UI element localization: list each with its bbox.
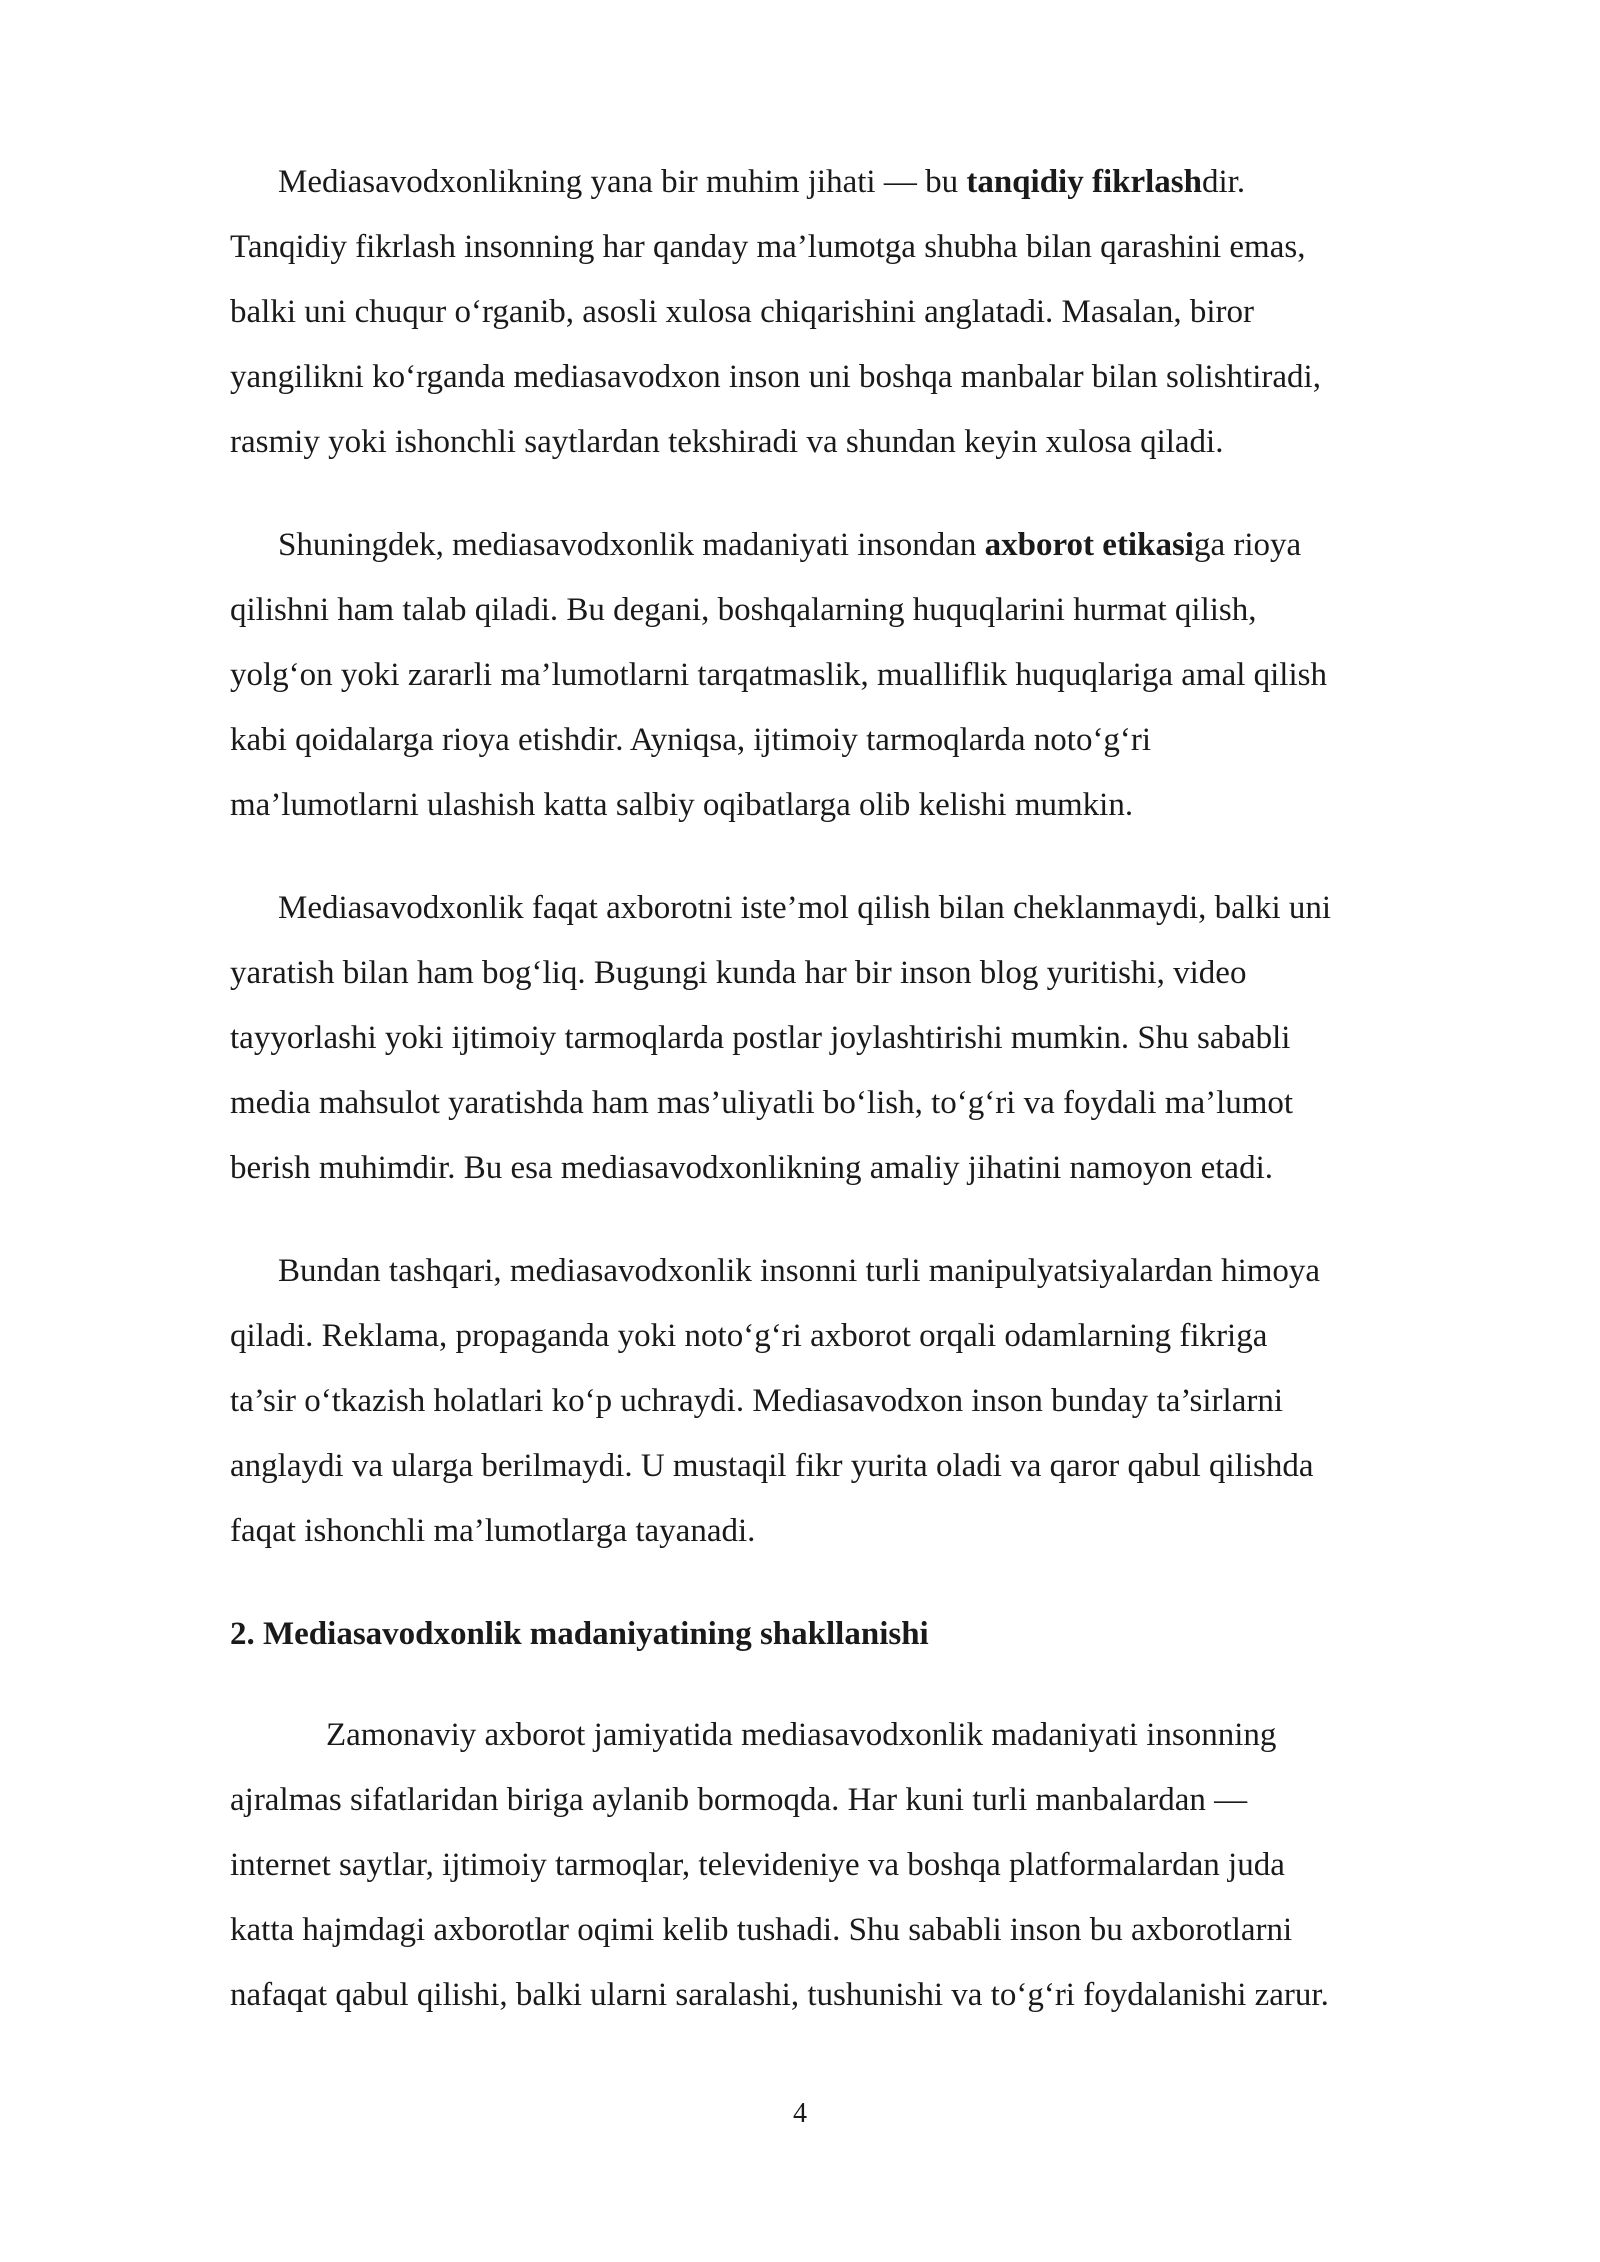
paragraph-line: yaratish bilan ham bog‘liq. Bugungi kunda har bir inson blog yuritishi, video bbox=[230, 955, 1247, 991]
paragraph-line: ma’lumotlarni ulashish katta salbiy oqibatlarga olib kelishi mumkin. bbox=[230, 787, 1134, 823]
paragraph-line: kabi qoidalarga rioya etishdir. Ayniqsa, ijtimoiy tarmoqlarda noto‘g‘ri bbox=[230, 722, 1152, 758]
section-heading: 2. Mediasavodxonlik madaniyatining shakllanishi bbox=[230, 1616, 929, 1652]
paragraph-line: anglaydi va ularga berilmaydi. U mustaqil fikr yurita oladi va qaror qabul qilishda bbox=[230, 1448, 1314, 1484]
paragraph-line: media mahsulot yaratishda ham mas’uliyatli bo‘lish, to‘g‘ri va foydali ma’lumot bbox=[230, 1085, 1294, 1121]
bold-term: axborot etikasi bbox=[984, 527, 1194, 563]
paragraph-line: balki uni chuqur o‘rganib, asosli xulosa chiqarishini anglatadi. Masalan, biror bbox=[230, 294, 1254, 330]
paragraph-line: rasmiy yoki ishonchli saytlardan tekshiradi va shundan keyin xulosa qiladi. bbox=[230, 424, 1224, 460]
paragraph-line: faqat ishonchli ma’lumotlarga tayanadi. bbox=[230, 1513, 756, 1549]
paragraph-information-ethics bbox=[230, 513, 1490, 838]
paragraph-line: yangilikni ko‘rganda mediasavodxon inson uni boshqa manbalar bilan solishtiradi, bbox=[230, 359, 1321, 395]
paragraph-line: Bundan tashqari, mediasavodxonlik insonni turli manipulyatsiyalardan himoya bbox=[278, 1253, 1321, 1289]
paragraph-line: yolg‘on yoki zararli ma’lumotlarni tarqatmaslik, mualliflik huquqlariga amal qilish bbox=[230, 657, 1327, 693]
bold-term: tanqidiy fikrlash bbox=[966, 164, 1202, 200]
paragraph-line: Mediasavodxonlikning yana bir muhim jihati — bu tanqidiy fikrlashdir. bbox=[278, 164, 1246, 200]
paragraph-line: ta’sir o‘tkazish holatlari ko‘p uchraydi. Mediasavodxon inson bunday ta’sirlarni bbox=[230, 1383, 1284, 1419]
page-number: 4 bbox=[793, 2098, 807, 2129]
paragraph-manipulation-protection bbox=[230, 1239, 1490, 1564]
paragraph-formation bbox=[230, 1703, 1490, 2028]
paragraph-media-creation bbox=[230, 876, 1490, 1201]
paragraph-line: Zamonaviy axborot jamiyatida mediasavodxonlik madaniyati insonning bbox=[326, 1717, 1277, 1753]
paragraph-line: Mediasavodxonlik faqat axborotni iste’mol qilish bilan cheklanmaydi, balki uni bbox=[278, 890, 1332, 926]
paragraph-line: ajralmas sifatlaridan biriga aylanib bormoqda. Har kuni turli manbalardan — bbox=[230, 1782, 1248, 1818]
paragraph-line: qilishni ham talab qiladi. Bu degani, boshqalarning huquqlarini hurmat qilish, bbox=[230, 592, 1257, 628]
paragraph-line: tayyorlashi yoki ijtimoiy tarmoqlarda postlar joylashtirishi mumkin. Shu sababli bbox=[230, 1020, 1291, 1056]
paragraph-line: berish muhimdir. Bu esa mediasavodxonlikning amaliy jihatini namoyon etadi. bbox=[230, 1150, 1273, 1186]
paragraph-line: Shuningdek, mediasavodxonlik madaniyati insondan axborot etikasiga rioya bbox=[278, 527, 1302, 563]
paragraph-line: qiladi. Reklama, propaganda yoki noto‘g‘ri axborot orqali odamlarning fikriga bbox=[230, 1318, 1268, 1354]
paragraph-line: nafaqat qabul qilishi, balki ularni saralashi, tushunishi va to‘g‘ri foydalanishi zarur. bbox=[230, 1977, 1329, 2013]
page-body bbox=[230, 150, 1490, 2066]
paragraph-line: internet saytlar, ijtimoiy tarmoqlar, televideniye va boshqa platformalardan juda bbox=[230, 1847, 1285, 1883]
paragraph-line: katta hajmdagi axborotlar oqimi kelib tushadi. Shu sababli inson bu axborotlarni bbox=[230, 1912, 1293, 1948]
paragraph-line: Tanqidiy fikrlash insonning har qanday ma’lumotga shubha bilan qarashini emas, bbox=[230, 229, 1306, 265]
paragraph-critical-thinking bbox=[230, 150, 1490, 475]
